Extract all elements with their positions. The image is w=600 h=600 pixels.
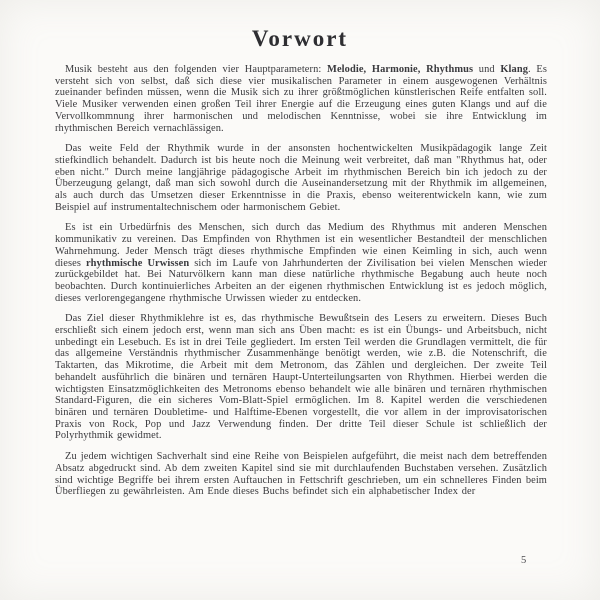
text-segment: und — [473, 64, 501, 75]
text-segment: Zu jedem wichtigen Sachverhalt sind eine Reihe von Beispielen aufgeführt, die meist nach dem betreffenden Absatz abgedruckt sind. Ab dem zweiten Kapitel sind sie mit durchlaufenden Buchstaben versehen. Zusätzlich sind wichtige Begriffe bei ihrem ersten Auftauchen in Fettschrift geschrieben, um ein schnelleres Finden beim Überfliegen zu gewährleisten. Am Ende dieses Buchs befindet sich ein alphabetischer Index der — [55, 451, 547, 498]
text-segment: Das weite Feld der Rhythmik wurde in der ansonsten hochentwickelten Musikpädagogik lange Zeit stiefkindlich behandelt. Dadurch ist bis heute noch die Meinung weit verbreitet, daß man "Rhythmus hat, oder eben nicht." Durch meine langjährige pädagogische Arbeit im rhythmischen Bereich bin ich jedoch zu der Überzeugung gelangt, daß man sich sowohl durch die Auseinandersetzung mit der Rhythmik im allgemeinen, als auch durch das Umsetzen dieser Erkenntnisse in die Praxis, ebenso weiterentwickeln kann, wie zum Beispiel auf instrumentaltechnischem oder harmonischem Gebiet. — [55, 143, 547, 213]
text-segment: Das Ziel dieser Rhythmiklehre ist es, das rhythmische Bewußtsein des Lesers zu erweitern. Dieses Buch erschließt sich einem jedoch erst, wenn man sich ans Üben macht: es ist ein Übungs- und Arbeitsbuch, nicht unbedingt ein Lesebuch. Es ist in drei Teile gegliedert. Im ersten Teil werden die Grundlagen vermittelt, die für das allgemeine Verständnis rhythmischer Zusammenhänge benötigt werden, wie z.B. die Notenschrift, die Taktarten, das Mikrotime, die Arbeit mit dem Metronom, das Zählen und dergleichen. Der zweite Teil behandelt ausführlich die binären und ternären Haupt-Unterteilungsarten von Rhythmen. Hierbei werden die wichtigsten Einsatzmöglichkeiten des Metronoms ebenso behandelt wie alle binären und ternären rhythmischen Standard-Figuren, die ein sicheres Vom-Blatt-Spiel ermöglichen. Im 8. Kapitel werden die verschiedenen binären und ternären Doubletime- und Halftime-Ebenen vorgestellt, die vor allem in der improvisatorischen Praxis von Rock, Pop und Jazz Verwendung finden. Der dritte Teil dieser Schule ist schließlich der Polyrhythmik gewidmet. — [55, 313, 547, 442]
bold-term: rhythmische Urwissen — [85, 257, 190, 269]
bold-term: Klang — [500, 64, 529, 75]
paragraph — [55, 143, 547, 213]
text-segment: sich im Laufe von Jahrhunderten der Zivilisation bei vielen Menschen wieder zurückgebildet hat. Bei Naturvölkern kann man diese natürliche rhythmische Begabung auch heute noch beobachten. Durch kontinuierliches Arbeiten an der eigenen rhythmischen Entwicklung ist es jedoch möglich, dieses verlorengegangene rhythmische Urwissen wieder zu entdecken. — [55, 257, 547, 304]
page-title: Vorwort — [251, 26, 349, 51]
text-segment: Musik besteht aus den folgenden vier Hauptparametern: — [65, 64, 328, 75]
paragraph — [55, 222, 547, 304]
paragraph — [55, 313, 547, 442]
paragraph — [55, 64, 547, 134]
text-segment: Es ist ein Urbedürfnis des Menschen, sich durch das Medium des Rhythmus mit anderen Menschen kommunikativ zu vereinen. Das Empfinden von Rhythmen ist ein wesentlicher Bestandteil der menschlichen Wahrnehmung. Jeder Mensch trägt dieses rhythmische Empfinden wie einen Keimling in sich, auch wenn dieses — [55, 222, 547, 269]
page-body — [55, 64, 547, 507]
text-segment: . Es versteht sich von selbst, daß sich diese vier musikalischen Parameter in einem ausgewogenen Verhältnis zueinander befinden müssen, wenn die Musik sich zu ihrer größtmöglichen künstlerischen Reife entfalten soll. Viele Musiker verwenden einen großen Teil ihrer Energie auf die Erzeugung eines guten Klangs und auf die Vervollkommnung ihrer harmonischen und melodischen Kenntnisse, wobei sie ihre Entwicklung im rhythmischen Bereich vernachlässigen. — [55, 64, 547, 134]
bold-term: Melodie, Harmonie, Rhythmus — [327, 64, 474, 75]
paragraph — [55, 451, 547, 498]
page-number: 5 — [521, 555, 527, 566]
